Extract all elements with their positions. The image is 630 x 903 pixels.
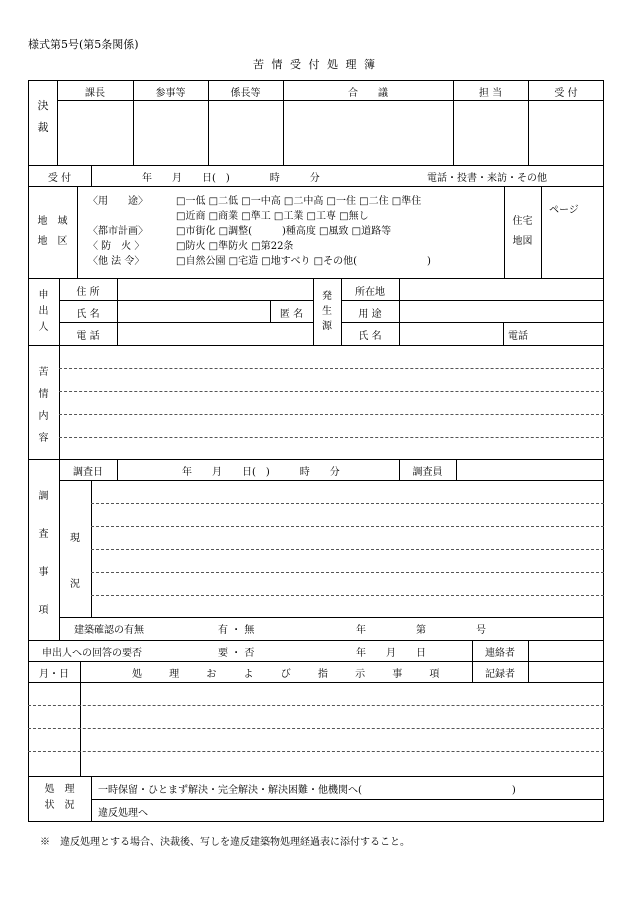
source-name: 氏 名 xyxy=(358,331,382,342)
page-label: ページ xyxy=(549,205,579,216)
log-content-col: 処 理 お よ び 指 示 事 項 xyxy=(132,669,452,680)
district-label: 地 域 地 区 xyxy=(37,216,68,247)
footnote: ※ 違反処理とする場合、決裁後、写しを違反建築物処理経過表に添付すること。 xyxy=(40,837,410,848)
reception-datetime: 年 月 日( ) 時 分 xyxy=(142,173,320,184)
source-phone: 電話 xyxy=(508,331,528,342)
applicant-label: 申 出 人 xyxy=(38,290,49,333)
source-location: 所在地 xyxy=(355,287,385,298)
confirm-label: 建築確認の有無 xyxy=(74,625,144,636)
survey-datetime: 年 月 日( ) 時 分 xyxy=(182,467,340,478)
approval-label: 決 裁 xyxy=(37,99,49,134)
approval-col-staff: 担 当 xyxy=(478,88,503,99)
reply-options: 要 ・ 否 xyxy=(218,648,255,659)
status-label: 現 況 xyxy=(70,533,80,590)
district-fire: □防火 □準防火 □第22条 xyxy=(176,241,294,252)
form-frame xyxy=(28,80,604,822)
district-keys: 〈用 途〉 〈都市計画〉 〈 防 火 〉 〈他 法 令〉 xyxy=(88,196,148,267)
processing-options: 一時保留・ひとまず解決・完全解決・解決困難・他機関へ( ) xyxy=(98,785,516,796)
processing-label: 処 理 状 況 xyxy=(44,784,75,811)
approval-col-chief: 課長 xyxy=(85,88,105,99)
applicant-phone: 電 話 xyxy=(76,331,100,342)
reply-date: 年 月 日 xyxy=(356,648,426,659)
approval-col-reception: 受 付 xyxy=(554,88,578,99)
district-otherlaw: □自然公園 □宅造 □地すべり □その他( ) xyxy=(176,256,431,267)
applicant-name: 氏 名 xyxy=(76,309,100,320)
processing-violation: 違反処理へ xyxy=(98,808,148,819)
approval-col-councilor: 参事等 xyxy=(155,88,186,99)
form-title: 苦 情 受 付 処 理 簿 xyxy=(253,58,377,71)
log-date-col: 月・日 xyxy=(39,669,69,680)
district-use-line1: □一低 □二低 □一中高 □二中高 □一住 □二住 □準住 xyxy=(176,196,422,207)
survey-label: 調 査 事 項 xyxy=(38,491,49,616)
source-use: 用 途 xyxy=(358,309,382,320)
contact-label: 連絡者 xyxy=(485,648,515,659)
surveyor-label: 調査員 xyxy=(412,467,443,478)
housing-map-label: 住宅 地図 xyxy=(512,216,533,247)
source-label: 発 生 源 xyxy=(322,291,332,332)
survey-date-label: 調査日 xyxy=(73,467,103,478)
applicant-address: 住 所 xyxy=(76,287,100,298)
approval-col-consult: 合 議 xyxy=(348,88,388,99)
confirm-number: 年 第 号 xyxy=(356,625,486,636)
reply-label: 申出人への回答の要否 xyxy=(42,648,142,659)
form-number: 様式第5号(第5条関係) xyxy=(28,38,139,51)
reception-methods: 電話・投書・来訪・その他 xyxy=(427,173,547,184)
district-values xyxy=(176,194,431,269)
complaint-label: 苦 情 内 容 xyxy=(38,367,49,444)
applicant-anonymous: 匿 名 xyxy=(279,309,304,320)
district-use-line2: □近商 □商業 □準工 □工業 □工専 □無し xyxy=(176,211,369,222)
recorder-label: 記録者 xyxy=(485,669,515,680)
reception-label: 受 付 xyxy=(47,173,72,184)
approval-col-subchief: 係長等 xyxy=(230,88,261,99)
confirm-options: 有 ・ 無 xyxy=(218,625,255,636)
district-cityplan: □市街化 □調整( )種高度 □風致 □道路等 xyxy=(176,226,392,237)
